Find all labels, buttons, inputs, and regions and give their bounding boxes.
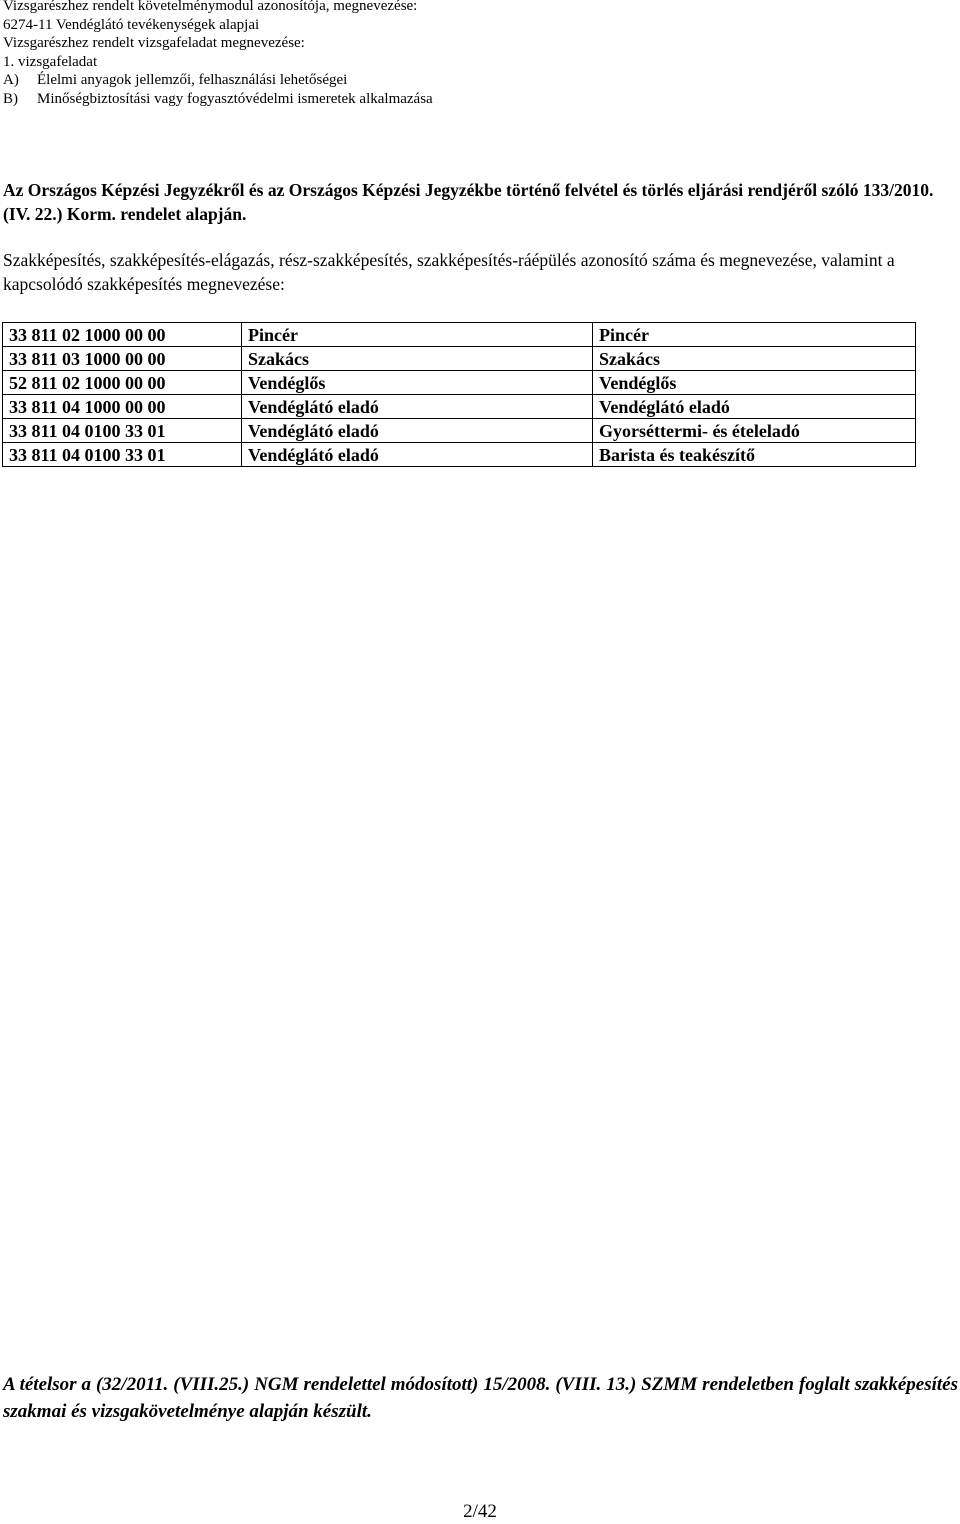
qualification-code: 33 811 02 1000 00 00 xyxy=(3,323,242,347)
qualification-name: Vendéglátó eladó xyxy=(242,443,593,467)
qualification-intro: Szakképesítés, szakképesítés-elágazás, rész-szakképesítés, szakképesítés-ráépülés azonosító száma és megnevezése, valamint a kapcsolódó szakképesítés megnevezése: xyxy=(3,250,895,294)
module-name: 6274-11 Vendéglátó tevékenységek alapjai xyxy=(3,16,260,33)
task-heading: Vizsgarészhez rendelt vizsgafeladat megnevezése: xyxy=(3,35,305,51)
qualification-code: 33 811 03 1000 00 00 xyxy=(3,347,242,371)
qualification-code: 52 811 02 1000 00 00 xyxy=(3,371,242,395)
table-row xyxy=(3,443,916,467)
qualification-code: 33 811 04 1000 00 00 xyxy=(3,395,242,419)
table-row xyxy=(3,419,916,443)
table-row xyxy=(3,371,916,395)
related-qualification: Barista és teakészítő xyxy=(593,443,916,467)
related-qualification: Vendéglátó eladó xyxy=(593,395,916,419)
task-item-label: B) xyxy=(3,90,18,107)
qualification-code: 33 811 04 0100 33 01 xyxy=(3,443,242,467)
related-qualification: Szakács xyxy=(593,347,916,371)
qualification-name: Vendéglős xyxy=(242,371,593,395)
related-qualification: Vendéglős xyxy=(593,371,916,395)
footer-note: A tételsor a (32/2011. (VIII.25.) NGM rendelettel módosított) 15/2008. (VIII. 13.) SZMM rendeletben foglalt szakképesítés szakmai és vizsgakövetelménye alapján készült. xyxy=(3,1374,958,1422)
task-name: 1. vizsgafeladat xyxy=(3,53,98,70)
related-qualification: Pincér xyxy=(593,323,916,347)
qualification-table xyxy=(2,322,916,467)
table-row xyxy=(3,323,916,347)
qualification-name: Szakács xyxy=(242,347,593,371)
table-row xyxy=(3,347,916,371)
task-item-a xyxy=(3,71,433,90)
qualification-name: Vendéglátó eladó xyxy=(242,395,593,419)
task-item-label: A) xyxy=(3,72,19,88)
task-item-text: Minőségbiztosítási vagy fogyasztóvédelmi ismeretek alkalmazása xyxy=(37,90,433,107)
page-number: 2/42 xyxy=(463,1501,497,1522)
related-qualification: Gyorséttermi- és ételeladó xyxy=(593,419,916,443)
qualification-name: Vendéglátó eladó xyxy=(242,419,593,443)
table-row xyxy=(3,395,916,419)
module-heading: Vizsgarészhez rendelt követelménymodul azonosítója, megnevezése: xyxy=(3,0,418,14)
task-item-text: Élelmi anyagok jellemzői, felhasználási lehetőségei xyxy=(37,72,348,88)
qualification-code: 33 811 04 0100 33 01 xyxy=(3,419,242,443)
document-header xyxy=(3,0,433,108)
legal-basis: Az Országos Képzési Jegyzékről és az Országos Képzési Jegyzékbe történő felvétel és törlés eljárási rendjéről szóló 133/2010. (IV. 22.) Korm. rendelet alapján. xyxy=(3,180,934,224)
qualification-name: Pincér xyxy=(242,323,593,347)
task-item-b xyxy=(3,90,433,109)
